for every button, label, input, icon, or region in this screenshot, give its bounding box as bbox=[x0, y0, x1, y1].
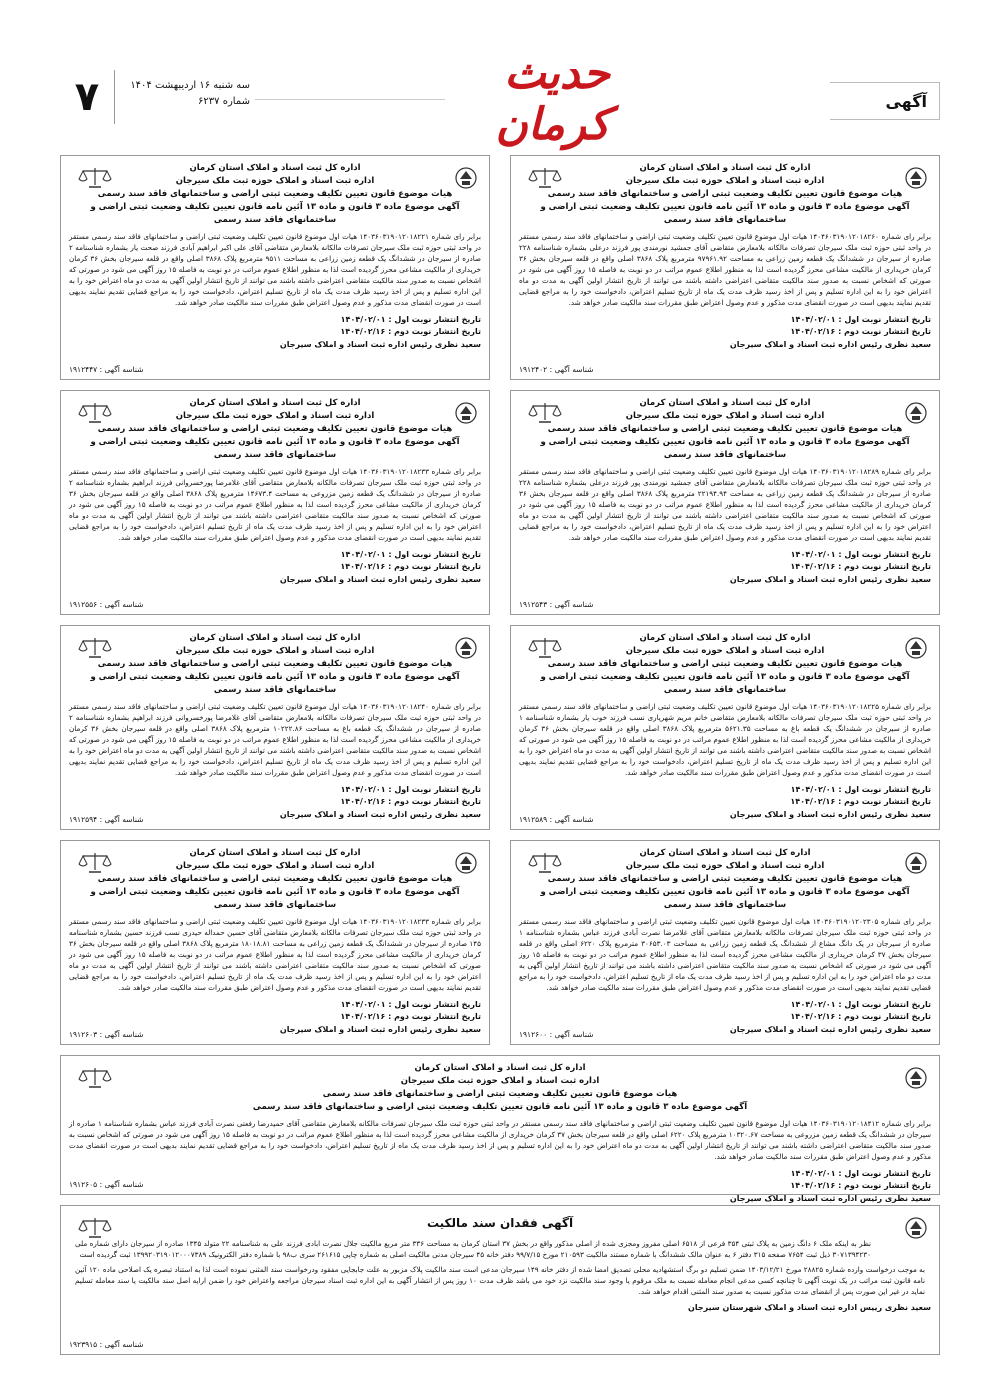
publish-dates bbox=[69, 784, 481, 808]
notice-heading-4: آگهی موضوع ماده ۳ قانون و ماده ۱۳ آئین نامه قانون تعیین تکلیف وضعیت ثبتی اراضی و ساختمانهای فاقد سند رسمی bbox=[540, 437, 910, 460]
notice-code: شناسه آگهی : ۱۹۱۲۴۴۷ bbox=[69, 364, 144, 374]
registry-notice bbox=[510, 155, 940, 380]
notice-heading-1: اداره کل ثبت اسناد و املاک استان کرمان bbox=[639, 398, 811, 408]
notice-heading-4: آگهی موضوع ماده ۳ قانون و ماده ۱۳ آئین نامه قانون تعیین تکلیف وضعیت ثبتی اراضی و ساختمانهای فاقد سند رسمی bbox=[540, 887, 910, 910]
newspaper-logo: حدیث کرمان bbox=[495, 48, 610, 150]
publish-date-1: تاریخ انتشار نوبت اول : ۱۴۰۴/۰۲/۰۱ bbox=[340, 550, 481, 559]
notice-code: شناسه آگهی : ۱۹۱۲۴۰۲ bbox=[519, 364, 594, 374]
publish-dates bbox=[69, 999, 481, 1023]
justice-scale-icon bbox=[521, 849, 569, 877]
publish-date-2: تاریخ انتشار نوبت دوم : ۱۴۰۴/۰۲/۱۶ bbox=[790, 562, 931, 571]
notice-heading-3: هیات موضوع قانون تعیین تکلیف وضعیت ثبتی اراضی و ساختمانهای فاقد سند رسمی bbox=[97, 659, 453, 669]
publish-date-2: تاریخ انتشار نوبت دوم : ۱۴۰۴/۰۲/۱۶ bbox=[340, 327, 481, 336]
registry-emblem-icon bbox=[453, 164, 479, 192]
registry-emblem-icon bbox=[453, 849, 479, 877]
notice-heading-4: آگهی موضوع ماده ۳ قانون و ماده ۱۳ آئین نامه قانون تعیین تکلیف وضعیت ثبتی اراضی و ساختمانهای فاقد سند رسمی bbox=[90, 202, 460, 225]
notice-heading-3: هیات موضوع قانون تعیین تکلیف وضعیت ثبتی اراضی و ساختمانهای فاقد سند رسمی bbox=[547, 874, 903, 884]
publish-date-1: تاریخ انتشار نوبت اول : ۱۴۰۴/۰۲/۰۱ bbox=[790, 315, 931, 324]
notice-title: آگهی فقدان سند مالکیت bbox=[426, 1216, 574, 1230]
publish-dates bbox=[69, 549, 481, 573]
notice-heading-3: هیات موضوع قانون تعیین تکلیف وضعیت ثبتی اراضی و ساختمانهای فاقد سند رسمی bbox=[547, 189, 903, 199]
notice-heading-2: اداره ثبت اسناد و املاک حوزه ثبت ملک سیرجان bbox=[175, 861, 375, 871]
notice-heading-2: اداره ثبت اسناد و املاک حوزه ثبت ملک سیرجان bbox=[175, 646, 375, 656]
masthead bbox=[60, 48, 940, 150]
notice-heading-4: آگهی موضوع ماده ۳ قانون و ماده ۱۳ آئین نامه قانون تعیین تکلیف وضعیت ثبتی اراضی و ساختمانهای فاقد سند رسمی bbox=[90, 437, 460, 460]
notice-signature: سعید نظری رئیس اداره ثبت اسناد و املاک سیرجان bbox=[279, 575, 481, 584]
notice-heading-1: اداره کل ثبت اسناد و املاک استان کرمان bbox=[639, 848, 811, 858]
notice-body: برابر رای شماره ۱۴۰۳۶۰۳۱۹۰۱۲۰۱۸۲۳۳ هیات اول موضوع قانون تعیین تکلیف وضعیت ثبتی اراضی و ساختمانهای فاقد سند رسمی مستقر در واحد ثبتی حوزه ثبت ملک سیرجان تصرفات مالکانه بلامعارض متقاضی آقای حسین حمداله حیدری نسب فرزند حسین بشماره شناسنامه ۱۴۵ صادره از سیرجان در ششدانگ یک قطعه زمین زراعی به مساحت ۱۸۰۱۸.۸۱ مترمربع پلاک ۳۸۶۸ اصلی واقع در قلعه سیرجان بخش ۳۶ کرمان خریداری از مالکیت مشاعی محرز گردیده است لذا به منظور اطلاع عموم مراتب در دو نوبت به فاصله ۱۵ روز آگهی می شود در صورتی که اشخاص نسبت به صدور سند مالکیت متقاضی اعتراضی داشته باشند می توانند از تاریخ انتشار اولین آگهی به مدت دو ماه اعتراض خود را به این اداره تسلیم و پس از اخذ رسید ظرف مدت یک ماه از تاریخ تسلیم اعتراض، دادخواست خود را به مراجع قضایی تقدیم نمایند بدیهی است در صورت انقضای مدت مذکور و عدم وصول اعتراض طبق مقررات سند مالکیت صادر خواهد شد. bbox=[69, 917, 482, 992]
notice-body: برابر رای شماره ۱۴۰۳۶۰۳۱۹۰۱۲۰۱۸۲۲۵ هیات اول موضوع قانون تعیین تکلیف وضعیت ثبتی اراضی و ساختمانهای فاقد سند رسمی مستقر در واحد ثبتی حوزه ثبت ملک سیرجان تصرفات مالکانه بلامعارض متقاضی خانم مریم شهریاری نسب فرزند خوب یار بشماره شناسنامه ۱ صادره از سیرجان در ششدانگ یک قطعه باغ به مساحت ۵۶۲۱.۳۵ مترمربع پلاک ۳۸۶۸ اصلی واقع در قلعه سیرجان بخش ۳۶ کرمان خریداری از مالکیت مشاعی محرز گردیده است لذا به منظور اطلاع عموم مراتب در دو نوبت به فاصله ۱۵ روز آگهی می شود در صورتی که اشخاص نسبت به صدور سند مالکیت متقاضی اعتراضی داشته باشند می توانند از تاریخ انتشار اولین آگهی به مدت دو ماه اعتراض خود را به این اداره تسلیم و پس از اخذ رسید ظرف مدت یک ماه از تاریخ تسلیم اعتراض، دادخواست خود را به مراجع قضایی تقدیم نمایند بدیهی است در صورت انقضای مدت مذکور و عدم وصول اعتراض طبق مقررات سند مالکیت صادر خواهد شد. bbox=[519, 702, 932, 777]
notice-heading-2: اداره ثبت اسناد و املاک حوزه ثبت ملک سیرجان bbox=[625, 176, 825, 186]
issue-date: سه شنبه ۱۶ اردیبهشت ۱۴۰۴ bbox=[130, 80, 250, 91]
publish-date-2: تاریخ انتشار نوبت دوم : ۱۴۰۴/۰۲/۱۶ bbox=[790, 1181, 931, 1190]
publish-date-1: تاریخ انتشار نوبت اول : ۱۴۰۴/۰۲/۰۱ bbox=[340, 785, 481, 794]
notice-signature: سعید نظری رییس اداره ثبت اسناد و املاک شهرستان سیرجان bbox=[688, 1303, 931, 1312]
publish-date-1: تاریخ انتشار نوبت اول : ۱۴۰۴/۰۲/۰۱ bbox=[790, 550, 931, 559]
publish-date-1: تاریخ انتشار نوبت اول : ۱۴۰۴/۰۲/۰۱ bbox=[340, 1000, 481, 1009]
justice-scale-icon bbox=[521, 634, 569, 662]
notice-heading-3: هیات موضوع قانون تعیین تکلیف وضعیت ثبتی اراضی و ساختمانهای فاقد سند رسمی bbox=[547, 659, 903, 669]
notice-signature: سعید نظری رئیس اداره ثبت اسناد و املاک سیرجان bbox=[279, 340, 481, 349]
notice-heading-2: اداره ثبت اسناد و املاک حوزه ثبت ملک سیرجان bbox=[400, 1076, 600, 1086]
notice-body: برابر رای شماره ۱۴۰۳۶۰۳۱۹۰۱۲۰۱۸۲۸۹ هیات اول موضوع قانون تعیین تکلیف وضعیت ثبتی اراضی و ساختمانهای فاقد سند رسمی مستقر در واحد ثبتی حوزه ثبت ملک سیرجان تصرفات مالکانه بلامعارض متقاضی آقای جمشید نورمندی پور فرزند درعلی بشماره شناسنامه ۲۲۸ صادره از سیرجان در ششدانگ یک قطعه زمین زراعی به مساحت ۲۲۱۹۴.۹۴ مترمربع پلاک ۳۸۶۸ اصلی واقع در قلعه سیرجان بخش ۳۶ کرمان خریداری از مالکیت مشاعی محرز گردیده است لذا به منظور اطلاع عموم مراتب در دو نوبت به فاصله ۱۵ روز آگهی می شود در صورتی که اشخاص نسبت به صدور سند مالکیت متقاضی اعتراضی داشته باشند می توانند از تاریخ انتشار اولین آگهی به مدت دو ماه اعتراض خود را به این اداره تسلیم و پس از اخذ رسید ظرف مدت یک ماه از تاریخ تسلیم اعتراض، دادخواست خود را به مراجع قضایی تقدیم نمایند بدیهی است در صورت انقضای مدت مذکور و عدم وصول اعتراض طبق مقررات سند مالکیت صادر خواهد شد. bbox=[519, 467, 932, 542]
lost-deed-notice bbox=[60, 1205, 940, 1355]
registry-emblem-icon bbox=[903, 164, 929, 192]
publish-date-1: تاریخ انتشار نوبت اول : ۱۴۰۴/۰۲/۰۱ bbox=[790, 785, 931, 794]
notice-body-2: به موجب درخواست وارده شماره ۲۸۸۲۵ مورخ ۱۴۰۳/۱۲/۲۱ ضمن تسلیم دو برگ استشهادیه محلی تصدیق امضا شده از دفتر خانه ۱۴۹ سیرجان مدعی است سند مالکیت پلاک مزبور به علت جابجایی مفقود ودرخواست سند المثنی نموده است لذا به استناد تبصره یک اصلاحی ماده ۱۲۰ آئین نامه قانون ثبت مراتب در یک نوبت آگهی تا چنانچه کسی مدعی انجام معامله نسبت به ملک مرقوم یا وجود سند مالکیت نزد خود می باشد ظرف مدت ۱۰ روز پس از انتشار آگهی به این اداره ثبت اسناد سیرجان مراجعه واعتراض خود را ضمن ارایه اصل سند مالکیت یا سند معامله تسلیم نماید در غیر این صورت پس از انقضای مدت مذکور نسبت به صدور سند المثنی اقدام خواهد شد. bbox=[75, 1265, 925, 1296]
registry-notice bbox=[60, 840, 490, 1045]
justice-scale-icon bbox=[71, 849, 119, 877]
notice-heading-4: آگهی موضوع ماده ۳ قانون و ماده ۱۳ آئین نامه قانون تعیین تکلیف وضعیت ثبتی اراضی و ساختمانهای فاقد سند رسمی bbox=[252, 1102, 748, 1112]
notice-code: شناسه آگهی : ۱۹۱۲۵۴۳ bbox=[519, 599, 594, 609]
registry-emblem-icon bbox=[903, 849, 929, 877]
registry-notice bbox=[510, 840, 940, 1045]
notice-heading-1: اداره کل ثبت اسناد و املاک استان کرمان bbox=[189, 848, 361, 858]
registry-notice bbox=[510, 390, 940, 615]
registry-emblem-icon bbox=[903, 634, 929, 662]
publish-date-1: تاریخ انتشار نوبت اول : ۱۴۰۴/۰۲/۰۱ bbox=[340, 315, 481, 324]
publish-dates bbox=[69, 314, 481, 338]
notice-code: شناسه آگهی : ۱۹۱۲۶۰۰ bbox=[519, 1029, 594, 1039]
registry-emblem-icon bbox=[453, 634, 479, 662]
registry-notice bbox=[510, 625, 940, 830]
notice-body-1: نظر به اینکه ملک ۶ دانگ زمین به پلاک ثبتی ۳۵۴ فرعی از ۶۵۱۸ اصلی مفروز ومجزی شده از اصلی مذکور واقع در بخش ۳۷ استان کرمان به مساحت ۳۳۶ متر مربع مالکیت جلال نصرت ابادی فرزند علی به شناسنامه ۲۲ متولد ۱۳۴۵ صادره از سیرجان دارای شماره ملی ۳۰۷۱۳۹۴۲۳۰ ذیل ثبت ۷۶۵۴ صفحه ۳۱۵ دفتر ۶ به عنوان مالک ششدانگ با شماره مستند مالکیت ۲۱۰۵۹۳ مورخ ۹۹/۷/۱۵ دفتر خانه ۴۵ سیرجان مدنی مالکیت اصلی به شماره چاپی ۲۶۱۶۱۵ سری ب۹۸ با شماره دفتر الکترونیک ۱۳۹۹۲۰۳۱۹۰۱۲۰۰۰۷۳۸۹ ثبت گردیده است bbox=[75, 1239, 871, 1259]
publish-dates bbox=[519, 549, 931, 573]
notice-signature: سعید نظری رئیس اداره ثبت اسناد و املاک سیرجان bbox=[279, 810, 481, 819]
registry-notice bbox=[60, 625, 490, 830]
justice-scale-icon bbox=[71, 1214, 119, 1242]
publish-dates bbox=[519, 999, 931, 1023]
page-number: ۷ bbox=[60, 70, 115, 124]
notice-heading-3: هیات موضوع قانون تعیین تکلیف وضعیت ثبتی اراضی و ساختمانهای فاقد سند رسمی bbox=[97, 424, 453, 434]
registry-emblem-icon bbox=[903, 399, 929, 427]
notice-body: برابر رای شماره ۱۴۰۳۶۰۳۱۹۰۱۲۰۱۸۲۴۰ هیات اول موضوع قانون تعیین تکلیف وضعیت ثبتی اراضی و ساختمانهای فاقد سند رسمی مستقر در واحد ثبتی حوزه ثبت ملک سیرجان تصرفات مالکانه بلامعارض متقاضی آقای غلامرضا پورخسروانی فرزند ابراهیم بشماره شناسنامه ۲ صادره از سیرجان در ششدانگ یک قطعه باغ به مساحت ۱۰۲۲۲.۸۶ مترمربع پلاک ۳۸۶۸ اصلی واقع در قلعه سیرجان بخش ۳۶ کرمان خریداری از مالکیت مشاعی محرز گردیده است لذا به منظور اطلاع عموم مراتب در دو نوبت به فاصله ۱۵ روز آگهی می شود در صورتی که اشخاص نسبت به صدور سند مالکیت متقاضی اعتراضی داشته باشند می توانند از تاریخ انتشار اولین آگهی به مدت دو ماه اعتراض خود را به این اداره تسلیم و پس از اخذ رسید ظرف مدت یک ماه از تاریخ تسلیم اعتراض، دادخواست خود را به مراجع قضایی تقدیم نمایند بدیهی است در صورت انقضای مدت مذکور و عدم وصول اعتراض طبق مقررات سند مالکیت صادر خواهد شد. bbox=[69, 702, 482, 777]
publish-date-2: تاریخ انتشار نوبت دوم : ۱۴۰۴/۰۲/۱۶ bbox=[790, 1012, 931, 1021]
notice-signature: سعید نظری رئیس اداره ثبت اسناد و املاک سیرجان bbox=[729, 1194, 931, 1203]
notice-heading-1: اداره کل ثبت اسناد و املاک استان کرمان bbox=[189, 633, 361, 643]
notice-signature: سعید نظری رئیس اداره ثبت اسناد و املاک سیرجان bbox=[729, 810, 931, 819]
justice-scale-icon bbox=[71, 634, 119, 662]
publish-date-2: تاریخ انتشار نوبت دوم : ۱۴۰۴/۰۲/۱۶ bbox=[790, 797, 931, 806]
notice-code: شناسه آگهی : ۱۹۱۲۶۰۵ bbox=[69, 1179, 144, 1189]
issue-number: شماره ۶۲۳۷ bbox=[198, 96, 250, 107]
notice-body: برابر رای شماره ۱۴۰۳۶۰۳۱۹۰۱۲۰۱۸۲۳۳ هیات اول موضوع قانون تعیین تکلیف وضعیت ثبتی اراضی و ساختمانهای فاقد سند رسمی مستقر در واحد ثبتی حوزه ثبت ملک سیرجان تصرفات مالکانه بلامعارض متقاضی آقای غلامرضا پورخسروانی فرزند ابراهیم بشماره شناسنامه ۲ صادره از سیرجان در ششدانگ یک قطعه زمین مزروعی به مساحت ۱۴۶۷۳.۴ مترمربع پلاک ۳۸۶۸ اصلی واقع در قلعه سیرجان بخش ۳۶ کرمان خریداری از مالکیت مشاعی محرز گردیده است لذا به منظور اطلاع عموم مراتب در دو نوبت به فاصله ۱۵ روز آگهی می شود در صورتی که اشخاص نسبت به صدور سند مالکیت متقاضی اعتراضی داشته باشند می توانند از تاریخ انتشار اولین آگهی به مدت دو ماه اعتراض خود را به این اداره تسلیم و پس از اخذ رسید ظرف مدت یک ماه از تاریخ تسلیم اعتراض، دادخواست خود را به مراجع قضایی تقدیم نمایند بدیهی است در صورت انقضای مدت مذکور و عدم وصول اعتراض طبق مقررات سند مالکیت صادر خواهد شد. bbox=[69, 467, 482, 542]
justice-scale-icon bbox=[521, 164, 569, 192]
notice-heading-4: آگهی موضوع ماده ۳ قانون و ماده ۱۳ آئین نامه قانون تعیین تکلیف وضعیت ثبتی اراضی و ساختمانهای فاقد سند رسمی bbox=[540, 672, 910, 695]
notice-heading-2: اداره ثبت اسناد و املاک حوزه ثبت ملک سیرجان bbox=[625, 411, 825, 421]
publish-dates bbox=[519, 784, 931, 808]
notice-code: شناسه آگهی : ۱۹۱۲۶۰۳ bbox=[69, 1029, 144, 1039]
justice-scale-icon bbox=[71, 1064, 119, 1092]
registry-notice bbox=[60, 1055, 940, 1203]
justice-scale-icon bbox=[71, 399, 119, 427]
notice-code: شناسه آگهی : ۱۹۱۲۵۹۴ bbox=[69, 814, 144, 824]
notice-body: برابر رای شماره ۱۴۰۴۶۰۳۱۹۰۱۲۰۱۸۲۶۰ هیات اول موضوع قانون تعیین تکلیف وضعیت ثبتی اراضی و ساختمانهای فاقد سند رسمی مستقر در واحد ثبتی حوزه ثبت ملک سیرجان تصرفات مالکانه بلامعارض متقاضی آقای جمشید نورمندی پور فرزند درعلی بشماره شناسنامه ۲۲۸ صادره از سیرجان در ششدانگ یک قطعه زمین زراعی به مساحت ۹۷۹۶۱.۹۲ مترمربع پلاک ۳۸۶۸ اصلی واقع در قلعه سیرجان بخش ۳۶ کرمان خریداری از مالکیت مشاعی محرز گردیده است لذا به منظور اطلاع عموم مراتب در دو نوبت به فاصله ۱۵ روز آگهی می شود در صورتی که اشخاص نسبت به صدور سند مالکیت متقاضی اعتراضی داشته باشند می توانند از تاریخ انتشار اولین آگهی به مدت دو ماه اعتراض خود را به این اداره تسلیم و پس از اخذ رسید ظرف مدت یک ماه از تاریخ تسلیم اعتراض، دادخواست خود را به مراجع قضایی تقدیم نمایند بدیهی است در صورت انقضای مدت مذکور و عدم وصول اعتراض طبق مقررات سند مالکیت صادر خواهد شد. bbox=[519, 232, 932, 307]
notice-heading-1: اداره کل ثبت اسناد و املاک استان کرمان bbox=[414, 1063, 586, 1073]
justice-scale-icon bbox=[521, 399, 569, 427]
notice-code: شناسه آگهی : ۱۹۱۲۵۸۹ bbox=[519, 814, 594, 824]
publish-dates bbox=[519, 314, 931, 338]
divider bbox=[255, 99, 445, 100]
notice-heading-1: اداره کل ثبت اسناد و املاک استان کرمان bbox=[639, 163, 811, 173]
justice-scale-icon bbox=[71, 164, 119, 192]
notice-heading-1: اداره کل ثبت اسناد و املاک استان کرمان bbox=[189, 163, 361, 173]
notice-heading-2: اداره ثبت اسناد و املاک حوزه ثبت ملک سیرجان bbox=[625, 646, 825, 656]
publish-date-2: تاریخ انتشار نوبت دوم : ۱۴۰۴/۰۲/۱۶ bbox=[340, 562, 481, 571]
notice-heading-2: اداره ثبت اسناد و املاک حوزه ثبت ملک سیرجان bbox=[625, 861, 825, 871]
notice-signature: سعید نظری رئیس اداره ثبت اسناد و املاک سیرجان bbox=[279, 1025, 481, 1034]
registry-emblem-icon bbox=[453, 399, 479, 427]
notice-heading-3: هیات موضوع قانون تعیین تکلیف وضعیت ثبتی اراضی و ساختمانهای فاقد سند رسمی bbox=[97, 189, 453, 199]
registry-emblem-icon bbox=[903, 1214, 929, 1242]
notice-heading-3: هیات موضوع قانون تعیین تکلیف وضعیت ثبتی اراضی و ساختمانهای فاقد سند رسمی bbox=[322, 1089, 678, 1099]
publish-date-1: تاریخ انتشار نوبت اول : ۱۴۰۴/۰۲/۰۱ bbox=[790, 1000, 931, 1009]
notice-heading-4: آگهی موضوع ماده ۳ قانون و ماده ۱۳ آئین نامه قانون تعیین تکلیف وضعیت ثبتی اراضی و ساختمانهای فاقد سند رسمی bbox=[90, 887, 460, 910]
publish-date-2: تاریخ انتشار نوبت دوم : ۱۴۰۴/۰۲/۱۶ bbox=[790, 327, 931, 336]
notice-signature: سعید نظری رئیس اداره ثبت اسناد و املاک سیرجان bbox=[729, 340, 931, 349]
registry-emblem-icon bbox=[903, 1064, 929, 1092]
notice-heading-3: هیات موضوع قانون تعیین تکلیف وضعیت ثبتی اراضی و ساختمانهای فاقد سند رسمی bbox=[97, 874, 453, 884]
notice-heading-2: اداره ثبت اسناد و املاک حوزه ثبت ملک سیرجان bbox=[175, 176, 375, 186]
publish-date-2: تاریخ انتشار نوبت دوم : ۱۴۰۴/۰۲/۱۶ bbox=[340, 797, 481, 806]
publish-date-2: تاریخ انتشار نوبت دوم : ۱۴۰۴/۰۲/۱۶ bbox=[340, 1012, 481, 1021]
notice-heading-2: اداره ثبت اسناد و املاک حوزه ثبت ملک سیرجان bbox=[175, 411, 375, 421]
notice-code: شناسه آگهی : ۱۹۲۳۹۱۵ bbox=[69, 1339, 144, 1349]
registry-notice bbox=[60, 390, 490, 615]
registry-notice bbox=[60, 155, 490, 380]
notice-heading-4: آگهی موضوع ماده ۳ قانون و ماده ۱۳ آئین نامه قانون تعیین تکلیف وضعیت ثبتی اراضی و ساختمانهای فاقد سند رسمی bbox=[540, 202, 910, 225]
issue-info bbox=[120, 78, 250, 110]
publish-date-1: تاریخ انتشار نوبت اول : ۱۴۰۴/۰۲/۰۱ bbox=[790, 1169, 931, 1178]
notice-heading-4: آگهی موضوع ماده ۳ قانون و ماده ۱۳ آئین نامه قانون تعیین تکلیف وضعیت ثبتی اراضی و ساختمانهای فاقد سند رسمی bbox=[90, 672, 460, 695]
notice-signature: سعید نظری رئیس اداره ثبت اسناد و املاک سیرجان bbox=[729, 1025, 931, 1034]
notice-signature: سعید نظری رئیس اداره ثبت اسناد و املاک سیرجان bbox=[729, 575, 931, 584]
notice-heading-1: اداره کل ثبت اسناد و املاک استان کرمان bbox=[189, 398, 361, 408]
notice-heading-1: اداره کل ثبت اسناد و املاک استان کرمان bbox=[639, 633, 811, 643]
notice-body: برابر رای شماره ۱۴۰۳۶۰۳۱۹۰۱۲۰۲۳۰۵ هیات اول موضوع قانون تعیین تکلیف وضعیت ثبتی اراضی و ساختمانهای فاقد سند رسمی مستقر در واحد ثبتی حوزه ثبت ملک سیرجان تصرفات مالکانه بلامعارض متقاضی آقای غلامرضا نصرت آبادی فرزند عباس بشماره شناسنامه ۱ صادره از سیرجان در یک دانگ مشاع از ششدانگ یک قطعه زمین زراعی به مساحت ۳۰۶۵۳.۰۳ مترمربع پلاک ۶۲۲۰ اصلی واقع در قلعه سیرجان بخش ۳۷ کرمان خریداری از مالکیت مشاعی محرز گردیده است لذا به منظور اطلاع عموم مراتب در دو نوبت به فاصله ۱۵ روز آگهی می شود در صورتی که اشخاص نسبت به صدور سند مالکیت متقاضی اعتراضی داشته باشند می توانند از تاریخ انتشار اولین آگهی به مدت دو ماه اعتراض خود را به این اداره تسلیم و پس از اخذ رسید ظرف مدت یک ماه از تاریخ تسلیم اعتراض، دادخواست خود را به مراجع قضایی تقدیم نمایند بدیهی است در صورت انقضای مدت مذکور و عدم وصول اعتراض طبق مقررات سند مالکیت صادر خواهد شد. bbox=[519, 917, 932, 992]
notice-heading-3: هیات موضوع قانون تعیین تکلیف وضعیت ثبتی اراضی و ساختمانهای فاقد سند رسمی bbox=[547, 424, 903, 434]
notice-body: برابر رای شماره ۱۴۰۳۶۰۳۱۹۰۱۲۰۱۸۴۱۲ هیات اول موضوع قانون تعیین تکلیف وضعیت ثبتی اراضی و ساختمانهای فاقد سند رسمی مستقر در واحد ثبتی حوزه ثبت ملک سیرجان تصرفات مالکانه بلامعارض متقاضی آقای حمیدرضا رفعتی نصرت آبادی فرزند عباس بشماره شناسنامه ۱ صادره از سیرجان در ششدانگ یک قطعه زمین مزروعی به مساحت ۱۰۳۲۰.۶۷ مترمربع پلاک ۶۲۲۰ اصلی واقع در قلعه سیرجان بخش ۳۷ کرمان خریداری از مالکیت مشاعی محرز گردیده است لذا به منظور اطلاع عموم مراتب در دو نوبت به فاصله ۱۵ روز آگهی می شود در صورتی که اشخاص نسبت به صدور سند مالکیت متقاضی اعتراضی داشته باشند می توانند از تاریخ انتشار اولین آگهی به مدت دو ماه اعتراض خود را به این اداره تسلیم و پس از اخذ رسید ظرف مدت یک ماه از تاریخ تسلیم اعتراض، دادخواست خود را به مراجع قضایی تقدیم نمایند بدیهی است در صورت انقضای مدت مذکور و عدم وصول اعتراض طبق مقررات سند مالکیت صادر خواهد شد. bbox=[69, 1119, 932, 1161]
notice-body: برابر رای شماره ۱۴۰۳۶۰۳۱۹۰۱۲۰۱۸۲۲۱ هیات اول موضوع قانون تعیین تکلیف وضعیت ثبتی اراضی و ساختمانهای فاقد سند رسمی مستقر در واحد ثبتی حوزه ثبت ملک سیرجان تصرفات مالکانه بلامعارض متقاضی آقای علی اکبر ابراهیم آبادی فرزند صحت یار بشماره شناسنامه ۲ صادره از سیرجان در ششدانگ یک قطعه زمین زراعی به مساحت ۹۵۱۱ مترمربع پلاک ۳۸۶۸ اصلی واقع در قلعه سیرجان بخش ۳۶ کرمان خریداری از مالکیت مشاعی محرز گردیده است لذا به منظور اطلاع عموم مراتب در دو نوبت به فاصله ۱۵ روز آگهی می شود در صورتی که اشخاص نسبت به صدور سند مالکیت متقاضی اعتراضی داشته باشند می توانند از تاریخ انتشار اولین آگهی به مدت دو ماه اعتراض خود را به این اداره تسلیم و پس از اخذ رسید ظرف مدت یک ماه از تاریخ تسلیم اعتراض، دادخواست خود را به مراجع قضایی تقدیم نمایند بدیهی است در صورت انقضای مدت مذکور و عدم وصول اعتراض طبق مقررات سند مالکیت صادر خواهد شد. bbox=[69, 232, 482, 307]
notice-code: شناسه آگهی : ۱۹۱۲۵۵۶ bbox=[69, 599, 144, 609]
publish-dates bbox=[69, 1168, 931, 1192]
section-label: آگهی bbox=[830, 82, 940, 120]
